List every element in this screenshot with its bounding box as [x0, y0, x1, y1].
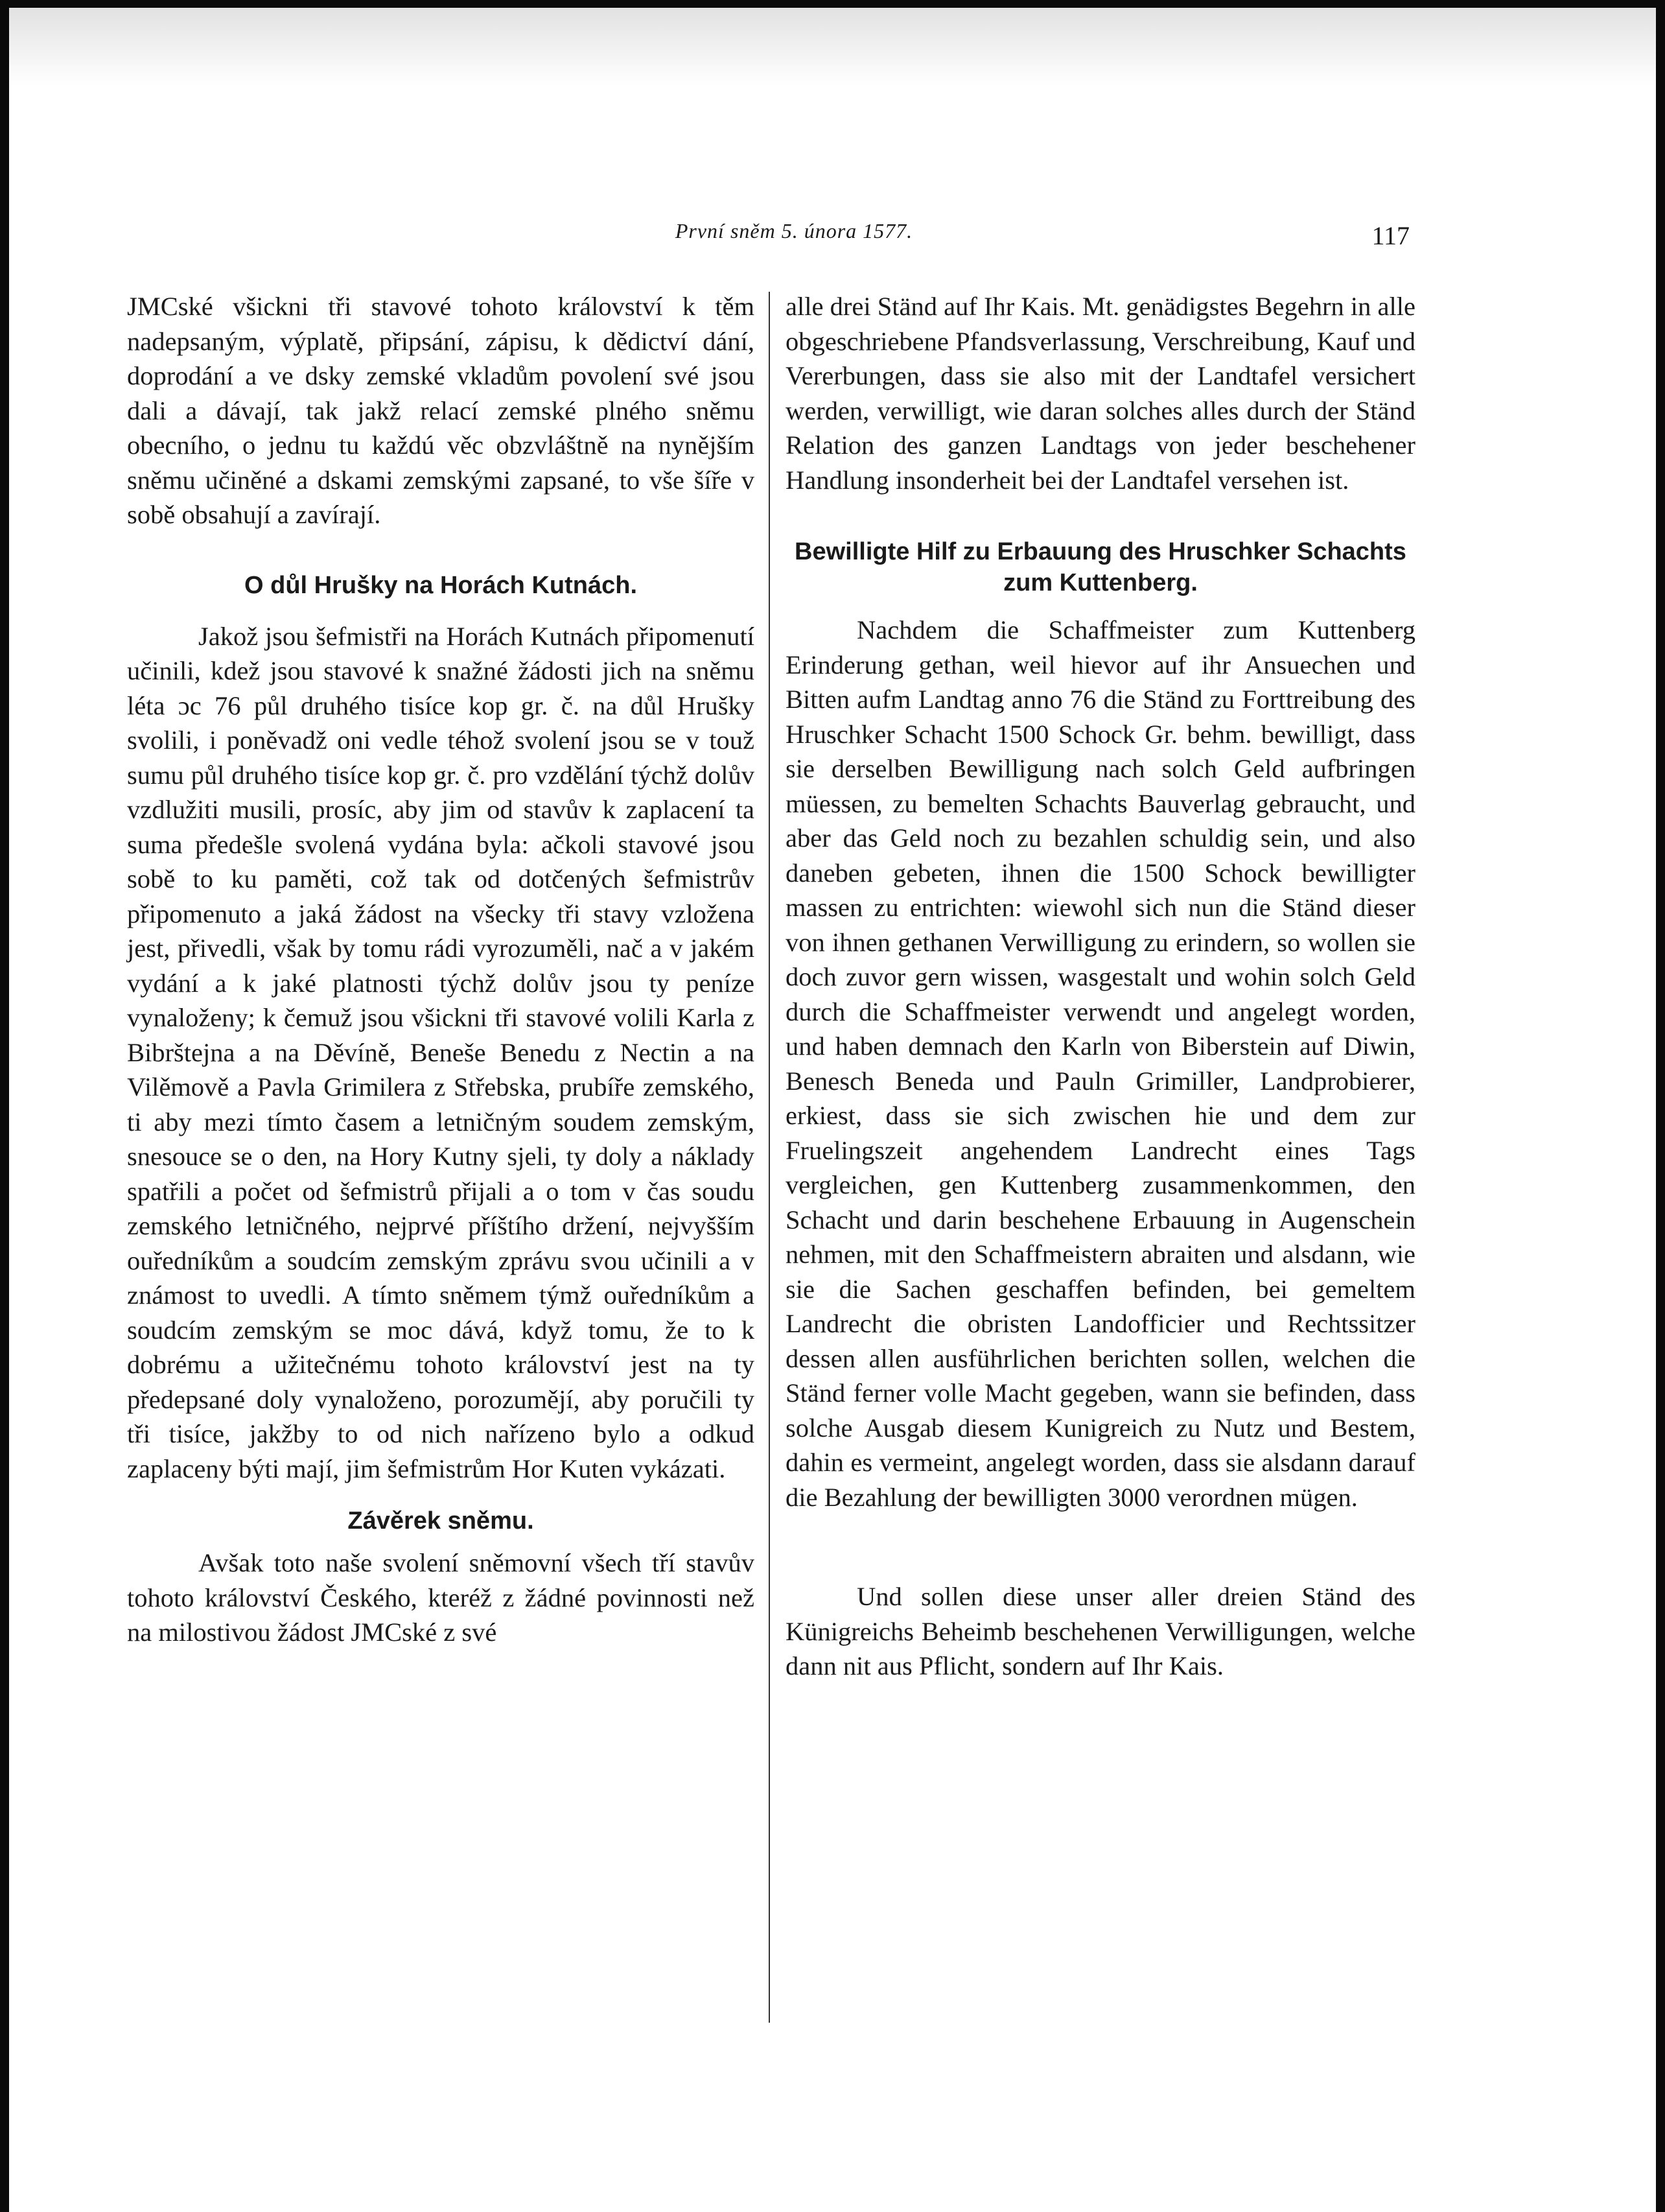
scan-border-left — [0, 0, 9, 2212]
left-column-czech — [127, 289, 754, 1650]
right-paragraph-3: Und sollen diese unser aller dreien Ständ des Künigreichs Beheimb beschehenen Verwilligungen, welche dann nit aus Pflicht, sondern auf Ihr Kais. — [786, 1582, 1415, 1680]
scan-shadow — [9, 8, 1656, 86]
scan-border-top — [0, 0, 1665, 8]
right-heading-1: Bewilligte Hilf zu Erbauung des Hruschker Schachts zum Kuttenberg. — [795, 538, 1406, 596]
page-number: 117 — [1371, 221, 1410, 250]
left-paragraph-2: Jakož jsou šefmistři na Horách Kutnách připomenutí učinili, kdež jsou stavové k snažné žádosti jich na sněmu léta ɔc 76 půl druhého tisíce kop gr. č. na důl Hrušky svolili, i poněvadž oni vedle téhož svolení jsou se v touž sumu půl druhého tisíce kop gr. č. pro vzdělání týchž dolův vzdlužiti musili, prosíc, aby jim od stavův k zaplacení ta suma předešle svolená vydána byla: ačkoli stavové jsou sobě to ku paměti, což tak od dotčených šefmistrův připomenuto a jaká žádost na všecky tři stavy vzložena jest, přivedli, však by tomu rádi vyrozuměli, nač a v jakém vydání a k jaké platnosti týchž dolův jsou ty peníze vynaloženy; k čemuž jsou všickni tři stavové volili Karla z Bibrštejna a na Děvíně, Beneše Benedu z Nectin a na Vilěmově a Pavla Grimilera z Střebska, prubíře zemského, ti aby mezi tímto časem a letničným soudem zemským, snesouce se o den, na Hory Kutny sjeli, ty doly a náklady spatřili a počet od šefmistrů přijali a o tom v čas soudu zemského letničného, nejprvé příštího držení, nejvyšším ouředníkům a soudcím zemským zprávu svou učinili a v známost to uvedli. A tímto sněmem týmž ouředníkům a soudcím zemským se moc dává, když tomu, že to k dobrému a užitečnému tohoto království jest na ty předepsané doly vynaloženo, porozumějí, aby poručili ty tři tisíce, jakžby to od nich nařízeno bylo a odkud zaplaceny býti mají, jim šefmistrům Hor Kuten vykázati. — [127, 621, 754, 1483]
right-paragraph-2: Nachdem die Schaffmeister zum Kuttenberg Erinderung gethan, weil hievor auf ihr Ansuechen und Bitten aufm Landtag anno 76 die Ständ zu Forttreibung des Hruschker Schacht 1500 Schock Gr. behm. bewilligt, dass sie derselben Bewilligung nach solch Geld aufbringen müessen, zu bemelten Schachts Bauverlag gebraucht, und aber das Geld noch zu bezahlen schuldig sein, und also daneben gebeten, ihnen die 1500 Schock bewilligter massen zu entrichten: wiewohl sich nun die Ständ dieser von ihnen gethanen Verwilligung zu erindern, so wollen sie doch zuvor gern wissen, wasgestalt und wohin solch Geld durch die Schaffmeister verwendt und angelegt worden, und haben demnach den Karln von Biberstein auf Diwin, Benesch Beneda und Pauln Grimiller, Landprobierer, erkiest, dass sie sich zwischen hie und dem zur Fruelingszeit angehendem Landrecht eines Tags vergleichen, gen Kuttenberg zusammenkommen, den Schacht und darin beschehene Erbauung in Augenschein nehmen, mit den Schaffmeistern abraiten und alsdann, wie sie die Sachen geschaffen befinden, bei gemeltem Landrecht die obristen Landofficier und Rechtssitzer dessen allen ausführlichen berichten sollen, welchen die Ständ ferner volle Macht gegeben, wann sie befinden, dass solche Ausgab diesem Kunigreich zu Nutz und Bestem, dahin es vermeint, angelegt worden, dass sie alsdann darauf die Bezahlung der bewilligten 3000 verordnen mügen. — [786, 615, 1415, 1512]
left-paragraph-1: JMCské všickni tři stavové tohoto království k těm nadepsaným, výplatě, připsání, zápisu, k dědictví dání, doprodání a ve dsky zemské vkladům povolení své jsou dali a dávají, tak jakž relací zemské plného sněmu obecního, o jednu tu každú věc obzvláštně na nynějším sněmu učiněné a dskami zemskými zapsané, to vše šíře v sobě obsahují a zavírají. — [127, 292, 754, 529]
right-paragraph-1: alle drei Ständ auf Ihr Kais. Mt. genädigstes Begehrn in alle obgeschriebene Pfandsverlassung, Verschreibung, Kauf und Vererbungen, dass sie also mit der Landtafel versichert werden, verwilligt, wie daran solches alles durch der Ständ Relation des ganzen Landtags von jeder beschehener Handlung insonderheit bei der Landtafel versehen ist. — [786, 292, 1415, 495]
left-heading-2: Závěrek sněmu. — [347, 1507, 534, 1535]
right-column-german — [786, 289, 1415, 1684]
scan-border-right — [1656, 0, 1665, 2212]
left-heading-1: O důl Hrušky na Horách Kutnách. — [244, 571, 637, 599]
running-title: První sněm 5. února 1577. — [675, 219, 913, 242]
column-divider — [769, 292, 770, 2023]
left-paragraph-3: Avšak toto naše svolení sněmovní všech tří stavův tohoto království Českého, kteréž z žádné povinnosti než na milostivou žádost JMCské z své — [127, 1548, 754, 1647]
